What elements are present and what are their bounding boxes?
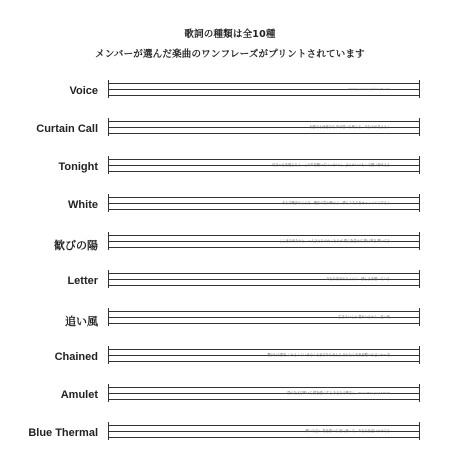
lyric-strip — [108, 194, 420, 212]
lyric-strip — [108, 422, 420, 440]
song-lyric: 輝いた空へ 青を描いて 風に乗って あなたを追いかけてる — [305, 429, 390, 433]
lyric-strip — [108, 156, 420, 174]
song-lyric: 好きーもを感じるよ この声を聴いていっせいに どうかいつもって願いを叶える — [272, 163, 390, 167]
song-title: 追い風 — [65, 316, 98, 328]
song-title: Blue Thermal — [28, 427, 98, 439]
song-row — [0, 346, 460, 370]
song-title: Voice — [69, 85, 98, 97]
song-row — [0, 118, 460, 142]
song-title: Tonight — [58, 161, 98, 173]
song-title: 歓びの陽 — [54, 240, 98, 252]
song-lyric: 繋がれた鎖を ふれるくらいまでくるまでありまえる それなら未来を繋ぐもどっかーぞ — [267, 353, 390, 357]
song-title: Letter — [67, 275, 98, 287]
lyric-strip — [108, 232, 420, 250]
header-line-description: メンバーが選んだ楽曲のワンフレーズがプリントされています — [95, 49, 365, 60]
song-row — [0, 232, 460, 256]
song-title: White — [68, 199, 98, 211]
song-row — [0, 80, 460, 104]
header-line-count: 歌詞の種類は全10種 — [184, 29, 276, 40]
song-row — [0, 270, 460, 294]
song-title: Amulet — [60, 389, 98, 401]
lyric-strip — [108, 346, 420, 364]
song-row — [0, 194, 460, 218]
lyric-strip — [108, 118, 420, 136]
lyric-strip — [108, 80, 420, 98]
song-lyric: あなたを守れるように 優しさを贈っている — [326, 277, 390, 281]
song-title: Curtain Call — [36, 123, 98, 135]
song-row — [0, 422, 460, 446]
song-row — [0, 384, 460, 408]
song-row — [0, 308, 460, 332]
song-lyric: ここまで来たねと 一人ひとりのぬくもりが 僕らを温めて 陽に導き 輝いてる — [279, 239, 390, 243]
song-lyric: I hold your voice before it's over — [348, 87, 390, 91]
song-lyric: 何度でも何度でも 声が届いた時よる あなたが見えるよ — [309, 125, 390, 129]
song-row — [0, 156, 460, 180]
song-lyric: 君がそばで輝いて 僕を強くする あなたの輝きに You will be your Amulet — [286, 391, 390, 395]
song-lyric: 生きていこう 君がいるから 追い風 — [338, 315, 390, 319]
song-lyric: まるで魔法のようだ 魔法の雪が舞うよ 僕らみたりをキャンバスにするよ — [281, 201, 390, 205]
lyric-strip — [108, 308, 420, 326]
lyric-strip — [108, 384, 420, 402]
song-title: Chained — [54, 351, 98, 363]
lyric-strip — [108, 270, 420, 288]
